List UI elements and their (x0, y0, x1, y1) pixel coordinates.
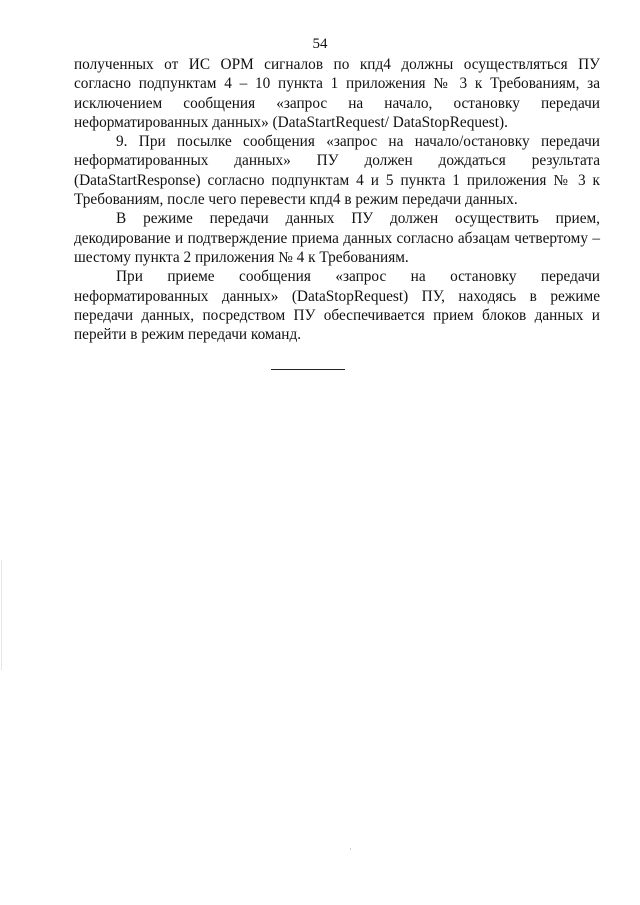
end-separator-line (271, 369, 345, 370)
scan-edge-mark (1, 560, 2, 670)
paragraph-item-9: 9. При посылке сообщения «запрос на начало/остановку передачи неформатированных данных» ПУ должен дождаться результата (DataStartResponse) согласно подпунктам 4 и 5 пункта 1 приложения № 3 к Требованиям, после чего перевести кпд4 в режим передачи данных. (74, 133, 600, 209)
scan-speck (350, 848, 351, 850)
paragraph-data-mode: В режиме передачи данных ПУ должен осуществить прием, декодирование и подтверждение приема данных согласно абзацам четвертому – шестому пункта 2 приложения № 4 к Требованиям. (74, 210, 600, 266)
paragraph-continuation: полученных от ИС ОРМ сигналов по кпд4 должны осуществляться ПУ согласно подпунктам 4 – 10 пункта 1 приложения № 3 к Требованиям, за исключением сообщения «запрос на начало, остановку передачи неформатированных данных» (DataStartRequest/ DataStopRequest). (74, 56, 600, 131)
page-number: 54 (312, 36, 328, 52)
paragraph-stop-request: При приеме сообщения «запрос на остановку передачи неформатированных данных» (DataStopRequest) ПУ, находясь в режиме передачи данных, посредством ПУ обеспечивается прием блоков данных и перейти в режим передачи команд. (74, 268, 600, 344)
document-body (74, 55, 600, 344)
